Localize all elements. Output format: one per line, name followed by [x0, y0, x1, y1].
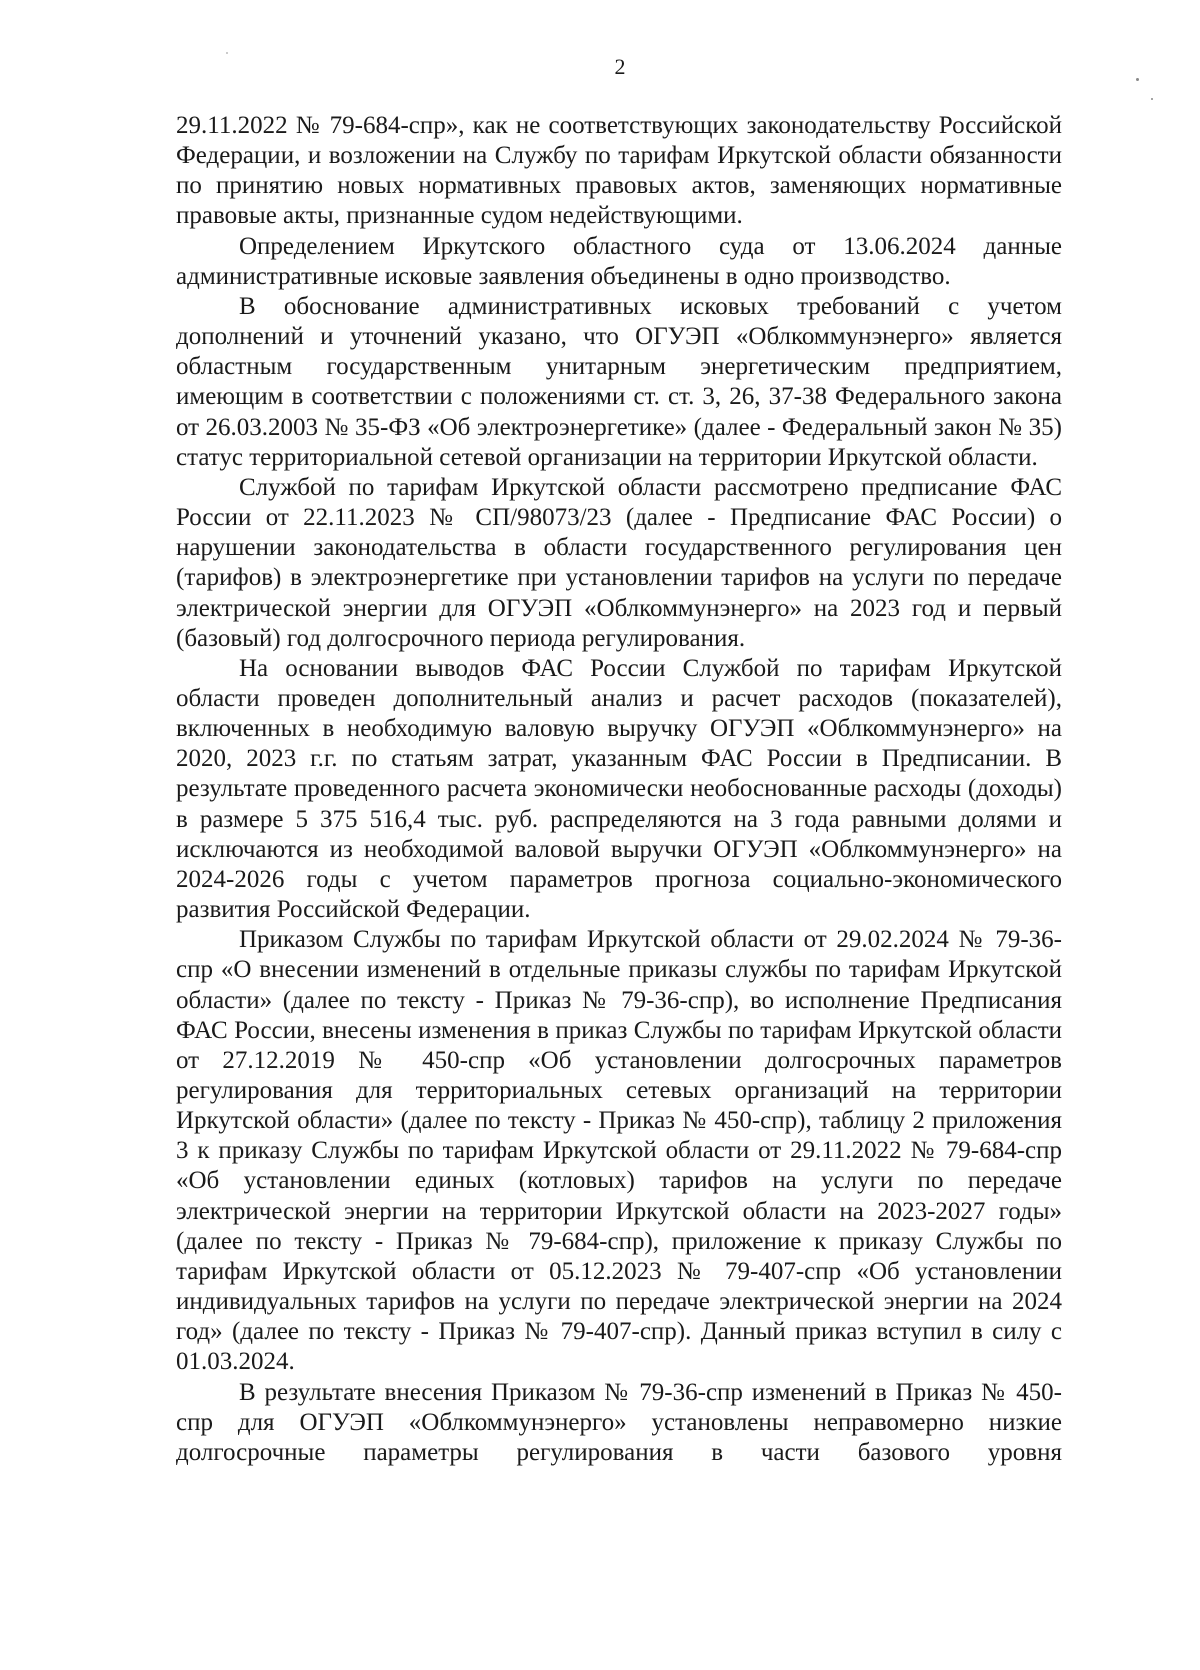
scan-speck: [1136, 78, 1139, 81]
paragraph-1: 29.11.2022 № 79-684-спр», как не соответствующих законодательству Российской Федерации, и возложении на Службу по тарифам Иркутской области обязанности по принятию новых нормативных правовых актов, заменяющих нормативные правовые акты, признанные судом недействующими.: [176, 112, 1062, 230]
scan-speck: [226, 52, 228, 54]
paragraph-2: Определением Иркутского областного суда от 13.06.2024 данные административные исковые заявления объединены в одно производство.: [176, 232, 1062, 290]
paragraph-5: На основании выводов ФАС России Службой по тарифам Иркутской области проведен дополнительный анализ и расчет расходов (показателей), включенных в необходимую валовую выручку ОГУЭП «Облкоммунэнерго» на 2020, 2023 г.г. по статьям затрат, указанным ФАС России в Предписании. В результате проведенного расчета экономически необоснованные расходы (доходы) в размере 5 375 516,4 тыс. руб. распределяются на 3 года равными долями и исключаются из необходимой валовой выручки ОГУЭП «Облкоммунэнерго» на 2024-2026 годы с учетом параметров прогноза социально-экономического развития Российской Федерации.: [176, 654, 1062, 924]
document-body: [176, 111, 1062, 1468]
page-number: 2: [614, 54, 626, 79]
paragraph-4: Службой по тарифам Иркутской области рассмотрено предписание ФАС России от 22.11.2023 № СП/98073/23 (далее - Предписание ФАС России) о нарушении законодательства в области государственного регулирования цен (тарифов) в электроэнергетике при установлении тарифов на услуги по передаче электрической энергии для ОГУЭП «Облкоммунэнерго» на 2023 год и первый (базовый) год долгосрочного периода регулирования.: [176, 473, 1062, 652]
paragraph-7: В результате внесения Приказом № 79-36-спр изменений в Приказ № 450-спр для ОГУЭП «Облкоммунэнерго» установлены неправомерно низкие долгосрочные параметры регулирования в части базового уровня: [176, 1378, 1062, 1466]
scan-speck: [1151, 98, 1153, 100]
paragraph-6: Приказом Службы по тарифам Иркутской области от 29.02.2024 № 79-36-спр «О внесении изменений в отдельные приказы службы по тарифам Иркутской области» (далее по тексту - Приказ № 79-36-спр), во исполнение Предписания ФАС России, внесены изменения в приказ Службы по тарифам Иркутской области от 27.12.2019 № 450-спр «Об установлении долгосрочных параметров регулирования для территориальных сетевых организаций на территории Иркутской области» (далее по тексту - Приказ № 450-спр), таблицу 2 приложения 3 к приказу Службы по тарифам Иркутской области от 29.11.2022 № 79-684-спр «Об установлении единых (котловых) тарифов на услуги по передаче электрической энергии на территории Иркутской области на 2023-2027 годы» (далее по тексту - Приказ № 79-684-спр), приложение к приказу Службы по тарифам Иркутской области от 05.12.2023 № 79-407-спр «Об установлении индивидуальных тарифов на услуги по передаче электрической энергии на 2024 год» (далее по тексту - Приказ № 79-407-спр). Данный приказ вступил в силу с 01.03.2024.: [176, 926, 1062, 1376]
paragraph-3: В обоснование административных исковых требований с учетом дополнений и уточнений указано, что ОГУЭП «Облкоммунэнерго» является областным государственным унитарным энергетическим предприятием, имеющим в соответствии с положениями ст. ст. 3, 26, 37-38 Федерального закона от 26.03.2003 № 35-ФЗ «Об электроэнергетике» (далее - Федеральный закон № 35) статус территориальной сетевой организации на территории Иркутской области.: [176, 292, 1062, 471]
